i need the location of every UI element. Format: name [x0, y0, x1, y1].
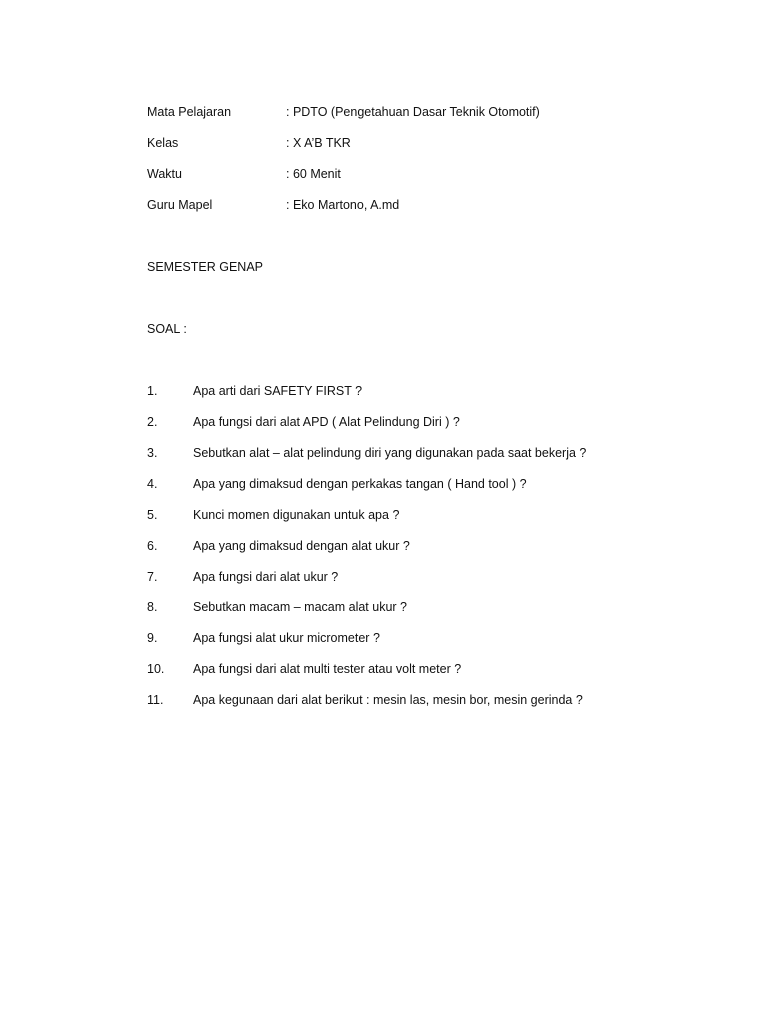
question-text: Kunci momen digunakan untuk apa ? — [193, 508, 400, 522]
class-value: : X A’B TKR — [286, 136, 351, 150]
question-number: 1. — [147, 384, 158, 398]
question-number: 3. — [147, 446, 158, 460]
time-value: : 60 Menit — [286, 167, 341, 181]
question-number: 2. — [147, 415, 158, 429]
question-text: Sebutkan macam – macam alat ukur ? — [193, 600, 407, 614]
question-number: 10. — [147, 662, 165, 676]
soal-heading: SOAL : — [147, 322, 187, 336]
question-number: 9. — [147, 631, 158, 645]
time-label: Waktu — [147, 167, 182, 181]
teacher-value: : Eko Martono, A.md — [286, 198, 400, 212]
question-text: Apa kegunaan dari alat berikut : mesin las, mesin bor, mesin gerinda ? — [193, 693, 583, 707]
question-text: Apa fungsi dari alat APD ( Alat Pelindung Diri ) ? — [193, 415, 460, 429]
question-text: Apa fungsi dari alat multi tester atau volt meter ? — [193, 662, 462, 676]
question-number: 5. — [147, 508, 158, 522]
question-number: 7. — [147, 570, 158, 584]
question-number: 8. — [147, 600, 158, 614]
question-text: Apa yang dimaksud dengan alat ukur ? — [193, 539, 410, 553]
question-text: Sebutkan alat – alat pelindung diri yang digunakan pada saat bekerja ? — [193, 446, 587, 460]
question-text: Apa yang dimaksud dengan perkakas tangan ( Hand tool ) ? — [193, 477, 527, 491]
subject-value: : PDTO (Pengetahuan Dasar Teknik Otomotif) — [286, 105, 540, 119]
question-text: Apa fungsi dari alat ukur ? — [193, 570, 339, 584]
class-label: Kelas — [147, 136, 179, 150]
question-number: 11. — [147, 693, 164, 707]
question-text: Apa fungsi alat ukur micrometer ? — [193, 631, 380, 645]
semester-heading: SEMESTER GENAP — [147, 260, 263, 274]
question-text: Apa arti dari SAFETY FIRST ? — [193, 384, 363, 398]
question-number: 4. — [147, 477, 158, 491]
subject-label: Mata Pelajaran — [147, 105, 232, 119]
question-number: 6. — [147, 539, 158, 553]
teacher-label: Guru Mapel — [147, 198, 213, 212]
